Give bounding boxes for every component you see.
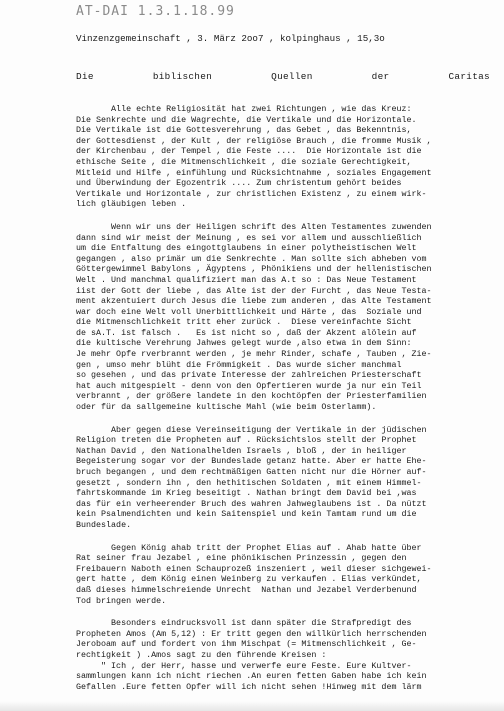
text-line: ment akzentuiert durch Jesus die liebe zum anderen , das Alte Testament [76,296,432,307]
title-word: der [371,71,390,82]
text-line: sammlungen kann ich nicht riechen .An euren fetten Gaben habe ich kein [76,671,427,682]
text-line: und Überwindung der Egozentrik .... Zum christentum gehört beides [76,178,402,189]
text-line: das für ein verheerender Bruch des wahren Jahweglaubens ist . Da nützt [76,498,427,509]
text-line: Je mehr Opfe rverbrannt werden , je mehr Rinder, schafe , Tauben , Zie- [76,349,432,360]
text-line: Die Senkrechte und die Wagrechte, die Vertikale und die Horizontale. [76,114,417,125]
text-line: dann sind wir meist der Meinung , es sei vor allem und ausschließlich [76,232,422,243]
text-line: gegangen , also primär um die Senkrechte . Man sollte sich abheben vom [76,253,427,264]
text-line: Die Vertikale ist die Gottesverehrung , das Gebet , das Bekenntnis, [76,125,412,136]
text-line: Tod bringen werde. [76,595,167,606]
text-line: oder für da sallgemeine kultische Mahl (wie beim Osterlamm). [76,402,377,413]
text-line: Religion treten die Propheten auf . Rücksichtslos stellt der Prophet [76,435,417,446]
title-word: Quellen [271,71,313,82]
text-line: Jeroboam auf und fordert von ihm Mischpat (= Mitmenschlichkeit , Ge- [76,639,417,650]
paragraph [76,618,496,692]
paragraph [76,104,496,210]
text-line: der Kirchenbau , der Tempel , die Feste .... Die Horizontale ist die [76,146,422,157]
text-line: Nathan David , den Nationalhelden Israels , bloß , der in heiliger [76,445,407,456]
text-line: kein Psalmendichten und kein Saitenspiel und kein Tamtam rund um die [76,509,417,520]
text-line: um die Entfaltung des eingottglaubens in einer polytheistischen Welt [76,243,417,254]
text-line: " Ich , der Herr, hasse und verwerfe eure Feste. Eure Kultver- [76,660,412,671]
text-line: die kultische Verehrung Jahwes gelegt wurde ,also etwa in dem Sinn: [76,338,412,349]
text-line: Bundeslade. [76,519,132,530]
text-line: Begeisterung sogar vor der Bundeslade getanz hatte. Aber er hatte Ehe- [76,456,427,467]
text-line: der Gottesdienst , der Kult , der religiöse Brauch , die fromme Musik , [76,135,432,146]
text-line: fahrtskommande im Krieg beseitigt . Nathan bringt dem David bei ,was [76,488,417,499]
paragraph [76,543,496,607]
text-line: lich gläubigen leben . [76,199,187,210]
text-line: war doch eine Welt voll Unerbittlichkeit und Härte , das Soziale und [76,306,422,317]
text-line: gesetzt , sondern ihn , den hethitischen Soldaten , mit einem Himmel- [76,477,422,488]
text-line: Aber gegen diese Vereinseitigung der Vertikale in der jüdischen [76,424,427,435]
text-line: gen , umso mehr blüht die Frömmigkeit . Das wurde sicher manchmal [76,359,402,370]
archive-stamp: AT-DAI 1.3.1.18.99 [76,4,235,19]
text-line: Welt . Und manchmal qualifiziert man das A.t so : Das Neue Testament [76,274,417,285]
text-line: Alle echte Religiosität hat zwei Richtungen , wie das Kreuz: [76,104,412,114]
text-line: rechtigkeit ) .Amos sagt zu den führende Kreisen : [76,649,327,660]
document-title [76,71,490,82]
text-line: Besonders eindrucksvoll ist dann später die Strafpredigt des [76,618,412,629]
text-line: die Mitmenschlichkeit tritt eher zurück . Diese vereinfachte Sicht [76,317,412,328]
text-line: Rat seiner frau Jezabel , eine phönikischen Prinzessin , gegen den [76,553,407,564]
text-line: Gefallen .Eure fetten Opfer will ich nicht sehen !Hinweg mit dem lärm [76,681,422,692]
text-line: daß dieses himmelschreiende Unrecht Nathan und Jezabel Verderbenund [76,584,417,595]
text-line: verbrannt , der größere landete in den kochtöpfen der Priesterfamilien [76,391,427,402]
text-line: Gegen König ahab tritt der Prophet Elias auf . Ahab hatte über [76,542,422,553]
text-line: ethische Seite , die Mitmenschlichkeit , die soziale Gerechtigkeit, [76,156,412,167]
page-bottom-edge [0,701,504,711]
paragraph [76,425,496,531]
title-word: biblischen [152,71,213,82]
text-line: gert hatte , dem König einen Weinberg zu verkaufen . Elias verkündet, [76,574,422,585]
event-header: Vinzenzgemeinschaft , 3. März 2oo7 , kolpinghaus , 15,3o [76,33,385,44]
text-line: Propheten Amos (Am 5,12) : Er tritt gegen den willkürlich herrschenden [76,628,427,639]
text-line: de sA.T. ist falsch . Es ist nicht so , daß der Akzent alölein auf [76,327,417,338]
text-line: Mitleid und Hilfe , einfühlung und Rücksichtnahme , soziales Engagement [76,167,432,178]
text-line: Freibauern Naboth einen Schauprozeß inszeniert , weil dieser sichgewei- [76,563,432,574]
text-line: Vertikale und Horizontale , zur christlichen Existenz , zu einem wirk- [76,188,427,199]
text-line: Göttergewimmel Babylons , Ägyptens , Phönikiens und der hellenistischen [76,264,432,275]
text-line: iist der Gott der liebe , das Alte ist der der Furcht , das Neue Testa- [76,285,432,296]
title-word: Die [76,71,94,82]
title-word: Caritas [448,71,490,82]
text-line: so gesehen , und das private Interesse der zahlreichen Priesterschaft [76,370,422,381]
document-body [76,104,496,692]
text-line: Wenn wir uns der Heiligen schrift des Alten Testamentes zuwenden [76,221,432,232]
text-line: hat auch mitgespielt - denn von den Opfertieren wurde ja nur ein Teil [76,380,422,391]
text-line: bruch begangen , und dem rechtmäßigen Gatten nicht nur die Hörner auf- [76,467,427,477]
paragraph [76,222,496,413]
